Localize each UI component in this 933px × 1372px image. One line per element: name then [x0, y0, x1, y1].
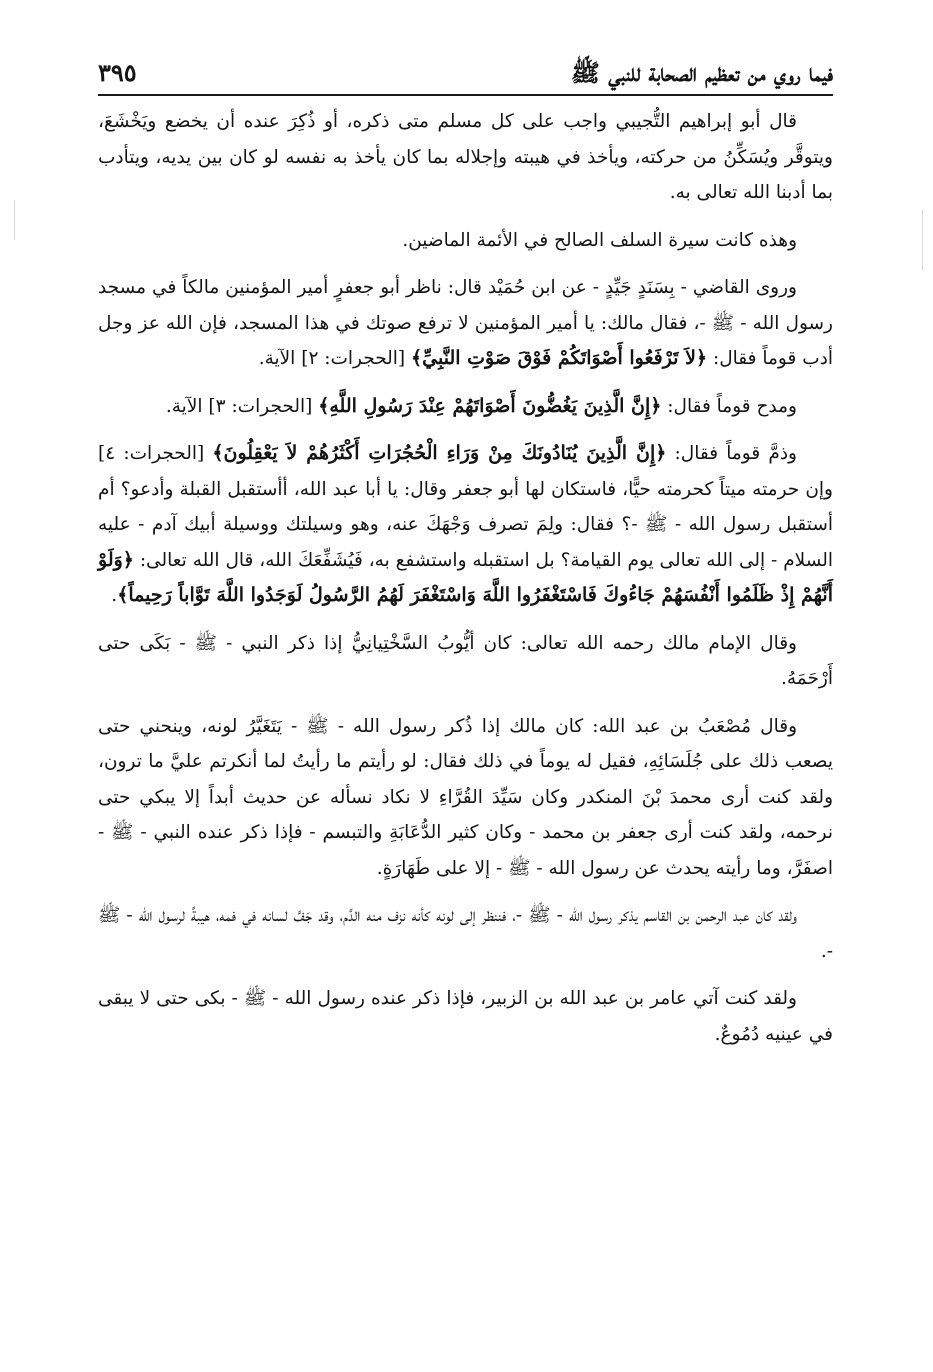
- page-number: ٣٩٥: [98, 58, 137, 87]
- running-title: فيما روي من تعظيم الصحابة للنبي ﷺ: [570, 58, 833, 87]
- paragraph: [98, 709, 833, 887]
- paragraph-text: [الحجرات: ٢] الآية.: [258, 348, 412, 369]
- paragraph: [98, 104, 833, 211]
- paragraph-text: وذمَّ قوماً فقال:: [666, 443, 797, 464]
- scan-margin-mark: [922, 210, 923, 270]
- quran-verse: ﴿إِنَّ الَّذِينَ يُنَادُونَكَ مِنْ وَرَاءِ الْحُجُرَاتِ أَكْثَرُهُمْ لاَ يَعْقِلُونَ﴾: [212, 442, 667, 464]
- paragraph: [98, 981, 833, 1052]
- paragraph-text: ومدح قوماً فقال:: [661, 395, 797, 417]
- paragraph-text: [الحجرات: ٣] الآية.: [165, 395, 319, 417]
- paragraph-text: وروى القاضي - بِسَنَدٍ جَيِّدٍ - عن ابن حُمَيْد قال: ناظر أبو جعفرٍ أمير المؤمنين مالكاً في مسجد رسول الله - ﷺ -، فقال مالك: يا أمير المؤمنين لا ترفع صوتك في هذا المسجد، فإن الله عز وجل أدب قوماً فقال:: [98, 277, 833, 369]
- body-text: [98, 104, 833, 1064]
- paragraph-text: وقال الإمام مالك رحمه الله تعالى: كان أيُّوبُ السَّخْتِيانِيُّ إذا ذكر النبي - ﷺ - بَكَى حتى أَرْحَمَهُ.: [98, 632, 833, 689]
- paragraph-text: وقال مُصْعَبُ بن عبد الله: كان مالك إذا ذُكر رسول الله - ﷺ - يَتَغَيَّرُ لونه، وينحني حتى يصعب ذلك على جُلَسَائِهِ، فقيل له يوماً في ذلك فقال: لو رأيتم ما رأيتُ لما أنكرتم عليَّ ما ترون، ولقد كنت أرى محمدَ بْنَ المنكدر وكان سَيِّدَ القُرَّاءِ لا نكاد نسأله عن حديث أبداً إلا يبكي حتى نرحمه، ولقد كنت أرى جعفر بن محمد - وكان كثير الدُّعَابَةِ والتبسم - فإذا ذكر عنده النبي - ﷺ - اصفَرَّ، وما رأيته يحدث عن رسول الله - ﷺ - إلا على طَهَارَةٍ.: [98, 715, 833, 879]
- quran-verse: ﴿وَلَوْ أَنَّهُمْ إِذْ ظَلَمُوا أَنْفُسَهُمْ جَاءُوكَ فَاسْتَغْفَرُوا اللَّهَ وَاسْتَغْفَرَ لَهُمُ الرَّسُولُ لَوَجَدُوا اللَّهَ تَوَّاباً رَحِيماً﴾: [98, 548, 833, 606]
- paragraph: [98, 223, 833, 259]
- page-header: [98, 52, 833, 96]
- paragraph: [98, 270, 833, 377]
- paragraph: [98, 626, 833, 697]
- paragraph-text: ولقد كان عبد الرحمن بن القاسم يذكر رسول الله - ﷺ -، فننظر إلى لونه كأنه نزف منه الدَّم، وقد جَفَّ لسانه في فمه، هيبةً لرسول الله - ﷺ -.: [98, 905, 833, 962]
- paragraph-text: [الحجرات: ٤] وإن حرمته ميتاً كحرمته حيًّا، فاستكان لها أبو جعفر وقال: يا أبا عبد الله، أأستقبل القبلة وأدعو؟ أم أستقبل رسول الله - ﷺ -؟ فقال: ولِمَ تصرف وَجْهَكَ عنه، وهو وسيلتك ووسيلة أبيك آدم - عليه السلام - إلى الله تعالى يوم القيامة؟ بل استقبله واستشفع به، فَيُشَفِّعَكَ الله، قال الله تعالى:: [98, 443, 833, 571]
- quran-verse: ﴿لاَ تَرْفَعُوا أَصْوَاتَكُمْ فَوْقَ صَوْتِ النَّبِيِّ﴾: [411, 347, 708, 369]
- paragraph: [98, 389, 833, 425]
- paragraph-text: وهذه كانت سيرة السلف الصالح في الأئمة الماضين.: [402, 229, 797, 251]
- paragraph-text: ولقد كنت آتي عامر بن عبد الله بن الزبير، فإذا ذكر عنده رسول الله - ﷺ - بكى حتى لا يبقى في عينيه دُمُوعٌ.: [98, 988, 833, 1045]
- quran-verse: ﴿إِنَّ الَّذِينَ يَغُضُّونَ أَصْوَاتَهُمْ عِنْدَ رَسُولِ اللَّهِ﴾: [318, 394, 662, 417]
- paragraph-text: قال أبو إبراهيم التُّجيبي واجب على كل مسلم متى ذكره، أو ذُكِرَ عنده أن يخضع ويَخْشَعَ، ويتوقَّر ويُسَكِّنُ من حركته، ويأخذ في هيبته وإجلاله بما كان يأخذ به نفسه لو كان بين يديه، ويتأدب بما أدبنا الله تعالى به.: [98, 111, 833, 203]
- paragraph: [98, 436, 833, 614]
- paragraph: [98, 898, 833, 969]
- scan-margin-mark: [14, 200, 15, 240]
- paragraph-text: .: [111, 585, 118, 606]
